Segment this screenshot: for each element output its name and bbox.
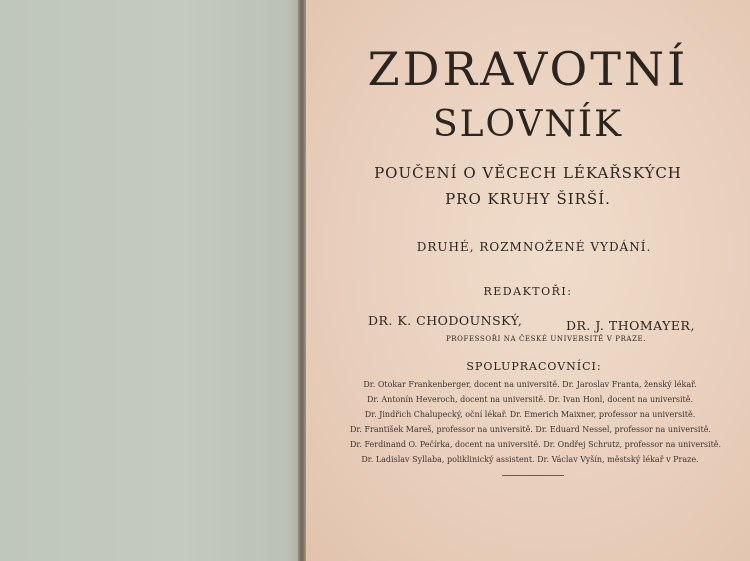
title-line-1: ZDRAVOTNÍ [367, 42, 689, 96]
collaborators-heading: SPOLUPRACOVNÍCI: [466, 360, 602, 373]
collaborator-line: Dr. Ladislav Syllaba, poliklinický assistent. Dr. Václav Vyšín, městský lékař v Praze. [361, 455, 699, 464]
title-page [306, 0, 750, 561]
title-line-2: SLOVNÍK [432, 104, 624, 145]
collaborator-line: Dr. Jindřich Chalupecký, oční lékař. Dr. Emerich Maixner, professor na universitě. [364, 410, 696, 419]
editors-heading: REDAKTOŘI: [483, 285, 573, 298]
collaborator-line: Dr. Antonín Heveroch, docent na universitě. Dr. Ivan Honl, docent na universitě. [366, 395, 694, 404]
subtitle-line-1: POUČENÍ O VĚCECH LÉKAŘSKÝCH [374, 164, 682, 182]
collaborator-line: Dr. Ferdinand O. Pečírka, docent na universitě. Dr. Ondřej Schrutz, professor na universitě. [350, 440, 722, 449]
subtitle-line-2: PRO KRUHY ŠIRŠÍ. [445, 190, 611, 208]
divider-rule [502, 475, 564, 476]
editor-2: DR. J. THOMAYER, [566, 318, 695, 333]
editor-1: DR. K. CHODOUNSKÝ, [368, 313, 523, 328]
edition-text: DRUHÉ, ROZMNOŽENÉ VYDÁNÍ. [416, 240, 652, 254]
editors-note: PROFESSOŘI NA ČESKÉ UNIVERSITĚ V PRAZE. [446, 335, 647, 343]
collaborator-line: Dr. Otokar Frankenberger, docent na universitě. Dr. Jaroslav Franta, ženský lékař. [363, 380, 697, 389]
left-endpaper [0, 0, 302, 561]
collaborator-line: Dr. František Mareš, professor na universitě. Dr. Eduard Nessel, professor na universitě. [350, 425, 711, 434]
